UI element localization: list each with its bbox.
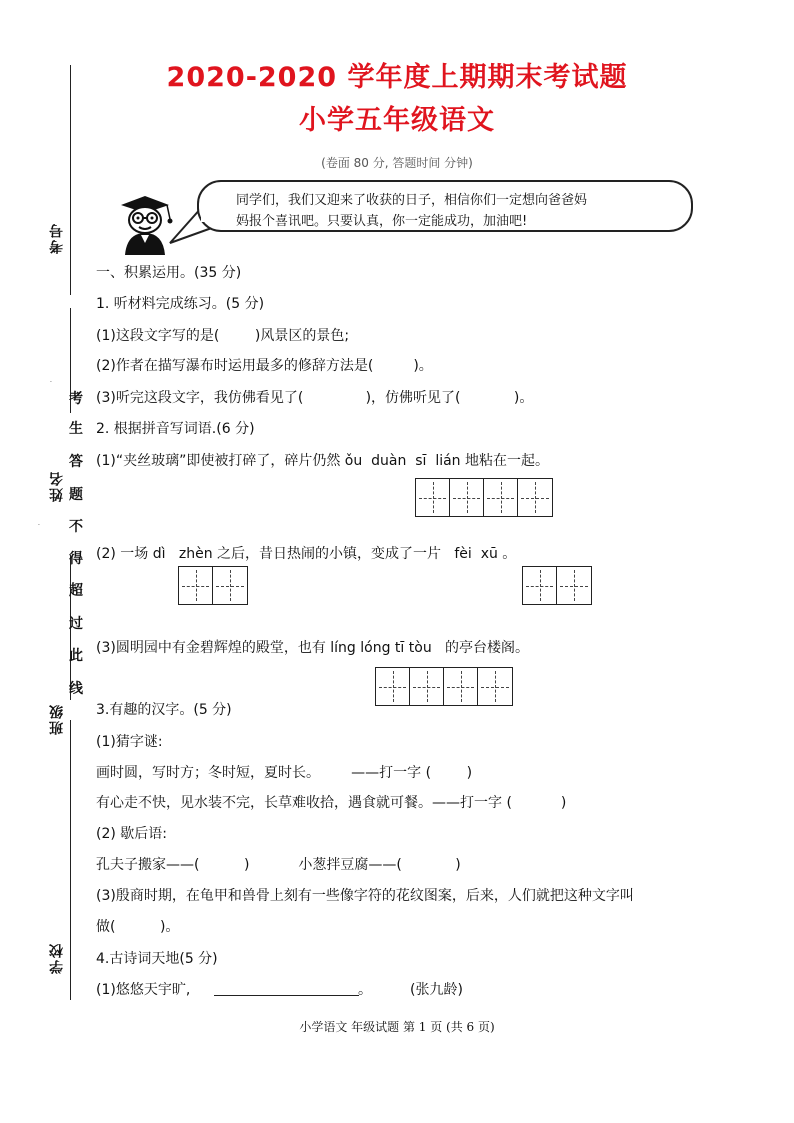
- grid-cell[interactable]: [450, 479, 484, 516]
- exam-note: (卷面 80 分, 答题时间 分钟): [321, 156, 473, 170]
- warning-char: 答: [69, 454, 83, 470]
- grid-cell[interactable]: [416, 479, 450, 516]
- warning-char: 过: [69, 616, 83, 632]
- warning-char: 考: [69, 391, 83, 407]
- grid-cell[interactable]: [478, 668, 512, 705]
- warning-char: 生: [69, 421, 83, 437]
- question-2-1: (1)“夹丝玻璃”即使被打碎了，碎片仍然 ǒu duàn sī lián 地粘在一起。: [96, 453, 550, 469]
- grid-cell[interactable]: [484, 479, 518, 516]
- warning-char: 题: [69, 487, 83, 503]
- question-3-3-cont: 做( )。: [96, 919, 180, 935]
- page-footer: 小学语文 年级试题 第 1 页 (共 6 页): [299, 1020, 495, 1034]
- question-1-2: (2)作者在描写瀑布时运用最多的修辞方法是( )。: [96, 358, 433, 374]
- riddle-1: 画时圆，写时方；冬时短，夏时长。 ——打一字 ( ): [96, 765, 473, 781]
- question-1-3: (3)听完这段文字，我仿佛看见了( )，仿佛听见了( )。: [96, 390, 534, 406]
- bubble-join: [195, 204, 235, 226]
- question-1: 1. 听材料完成练习。(5 分): [96, 296, 265, 312]
- question-2-3: (3)圆明园中有金碧辉煌的殿堂，也有 líng lóng tī tòu 的亭台楼阁。: [96, 640, 530, 656]
- question-3-3: (3)殷商时期，在龟甲和兽骨上刻有一些像字符的花纹图案，后来，人们就把这种文字叫: [96, 888, 634, 904]
- sidebar-label-xingming: 姓名: [49, 470, 65, 502]
- question-4: 4.古诗词天地(5 分): [96, 951, 218, 967]
- question-3: 3.有趣的汉字。(5 分): [96, 702, 232, 718]
- bubble-line-1: 同学们，我们又迎来了收获的日子，相信你们一定想向爸爸妈: [236, 193, 588, 208]
- question-2-2: (2) 一场 dì zhèn 之后，昔日热闹的小镇，变成了一片 fèi xū 。: [96, 546, 517, 562]
- margin-dot: .: [38, 520, 40, 527]
- grid-cell[interactable]: [557, 567, 591, 604]
- answer-grid-2-3[interactable]: [375, 667, 513, 706]
- grid-cell[interactable]: [444, 668, 478, 705]
- riddle-2: 有心走不快，见水装不完，长草难收拾，遇食就可餐。——打一字 ( ): [96, 795, 567, 811]
- sidebar-line-xuexiao: [70, 720, 71, 1000]
- sidebar-line-kaohao: [70, 65, 71, 295]
- grid-cell[interactable]: [213, 567, 247, 604]
- grid-cell[interactable]: [179, 567, 213, 604]
- warning-char: 超: [69, 583, 83, 599]
- section-1-heading: 一、积累运用。(35 分): [96, 265, 242, 281]
- warning-char: 得: [69, 551, 83, 567]
- xiehouyu-line: 孔夫子搬家——( ) 小葱拌豆腐——( ): [96, 857, 461, 873]
- student-mascot-icon: [115, 193, 175, 257]
- answer-grid-2-1[interactable]: [415, 478, 553, 517]
- page-title: 2020-2020 学年度上期期末考试题: [166, 62, 628, 93]
- sidebar-label-kaohao: 考号: [49, 222, 65, 254]
- grid-cell[interactable]: [523, 567, 557, 604]
- grid-cell[interactable]: [410, 668, 444, 705]
- question-3-2: (2) 歇后语:: [96, 826, 167, 842]
- sidebar-label-xuexiao: 学校: [49, 942, 65, 974]
- answer-grid-2-2b[interactable]: [522, 566, 592, 605]
- warning-char: 线: [69, 681, 83, 697]
- sidebar-label-banji: 班级: [49, 703, 65, 735]
- warning-char: 此: [69, 648, 83, 664]
- grid-cell[interactable]: [376, 668, 410, 705]
- question-4-1: (1)悠悠天宇旷,: [96, 982, 191, 998]
- question-4-1-author: (张九龄): [410, 982, 463, 998]
- question-1-1: (1)这段文字写的是( )风景区的景色;: [96, 328, 350, 344]
- question-4-1-end: 。: [358, 982, 372, 998]
- bubble-line-2: 妈报个喜讯吧。只要认真，你一定能成功，加油吧!: [236, 214, 528, 229]
- question-3-1: (1)猜字谜:: [96, 734, 163, 750]
- warning-char: 不: [69, 519, 83, 535]
- page-subtitle: 小学五年级语文: [299, 105, 495, 136]
- answer-blank-4-1[interactable]: [214, 995, 359, 996]
- answer-grid-2-2a[interactable]: [178, 566, 248, 605]
- margin-dot: .: [50, 377, 52, 384]
- grid-cell[interactable]: [518, 479, 552, 516]
- question-2: 2. 根据拼音写词语.(6 分): [96, 421, 255, 437]
